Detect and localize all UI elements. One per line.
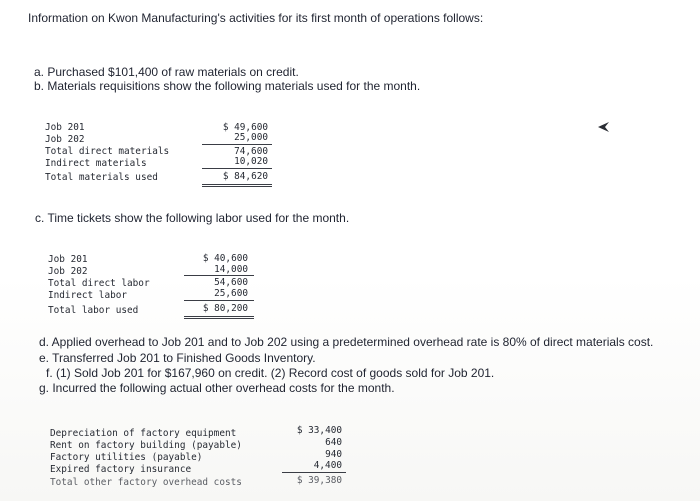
materials-row-amount: 25,000 (234, 132, 268, 143)
materials-row-amount: 74,600 (234, 146, 268, 157)
subtotal-rule (202, 144, 272, 145)
labor-row-label: Job 201 (48, 254, 88, 265)
materials-row-label: Indirect materials (45, 158, 147, 169)
overhead-row-label: Depreciation of factory equipment (50, 428, 237, 439)
overhead-row-amount: 940 (325, 449, 342, 460)
item-f-text: f. (1) Sold Job 201 for $167,960 on credit. (2) Record cost of goods sold for Job 201. (46, 366, 495, 380)
item-c-text: c. Time tickets show the following labor used for the month. (35, 211, 350, 225)
labor-row-amount: 54,600 (214, 277, 248, 288)
overhead-row-amount: 4,400 (313, 460, 342, 471)
subtotal-rule (184, 275, 254, 276)
subtotal-rule (184, 300, 254, 301)
item-a-text: a. Purchased $101,400 of raw materials on credit. (34, 65, 299, 79)
total-double-rule (184, 318, 254, 319)
overhead-row-label: Expired factory insurance (50, 464, 192, 475)
materials-row-amount: 10,020 (234, 156, 268, 167)
item-g-text: g. Incurred the following actual other overhead costs for the month. (39, 381, 395, 395)
labor-row-label: Indirect labor (48, 290, 128, 301)
overhead-row-amount: 640 (325, 437, 342, 448)
total-double-rule (202, 186, 272, 187)
labor-row-amount: $ 80,200 (202, 303, 248, 314)
materials-row-amount: $ 84,620 (222, 171, 268, 182)
labor-row-label: Job 202 (48, 266, 88, 277)
labor-row-amount: 14,000 (214, 264, 248, 275)
overhead-row-amount: $ 39,380 (296, 475, 342, 486)
overhead-row-label: Factory utilities (payable) (50, 452, 203, 463)
item-d-text: d. Applied overhead to Job 201 and to Job 202 using a predetermined overhead rate is 80% of direct materials cost. (39, 335, 654, 349)
item-e-text: e. Transferred Job 201 to Finished Goods Inventory. (39, 351, 316, 365)
overhead-row-amount: $ 33,400 (296, 425, 342, 436)
intro-text: Information on Kwon Manufacturing's activities for its first month of operations follows: (28, 11, 484, 25)
materials-row-label: Job 201 (45, 122, 85, 133)
subtotal-rule (202, 168, 272, 169)
overhead-row-label: Total other factory overhead costs (50, 477, 242, 488)
item-b-text: b. Materials requisitions show the following materials used for the month. (34, 79, 421, 93)
mouse-pointer-icon (598, 122, 610, 132)
overhead-row-label: Rent on factory building (payable) (50, 440, 242, 451)
total-double-rule (184, 316, 254, 317)
materials-row-label: Total direct materials (45, 146, 170, 157)
materials-row-amount: $ 49,600 (222, 122, 268, 133)
labor-row-label: Total direct labor (48, 278, 150, 289)
materials-row-label: Total materials used (45, 172, 158, 183)
labor-row-label: Total labor used (48, 305, 139, 316)
total-double-rule (202, 184, 272, 185)
labor-row-amount: $ 40,600 (202, 253, 248, 264)
subtotal-rule (282, 472, 346, 473)
materials-row-label: Job 202 (45, 134, 85, 145)
labor-row-amount: 25,600 (214, 288, 248, 299)
